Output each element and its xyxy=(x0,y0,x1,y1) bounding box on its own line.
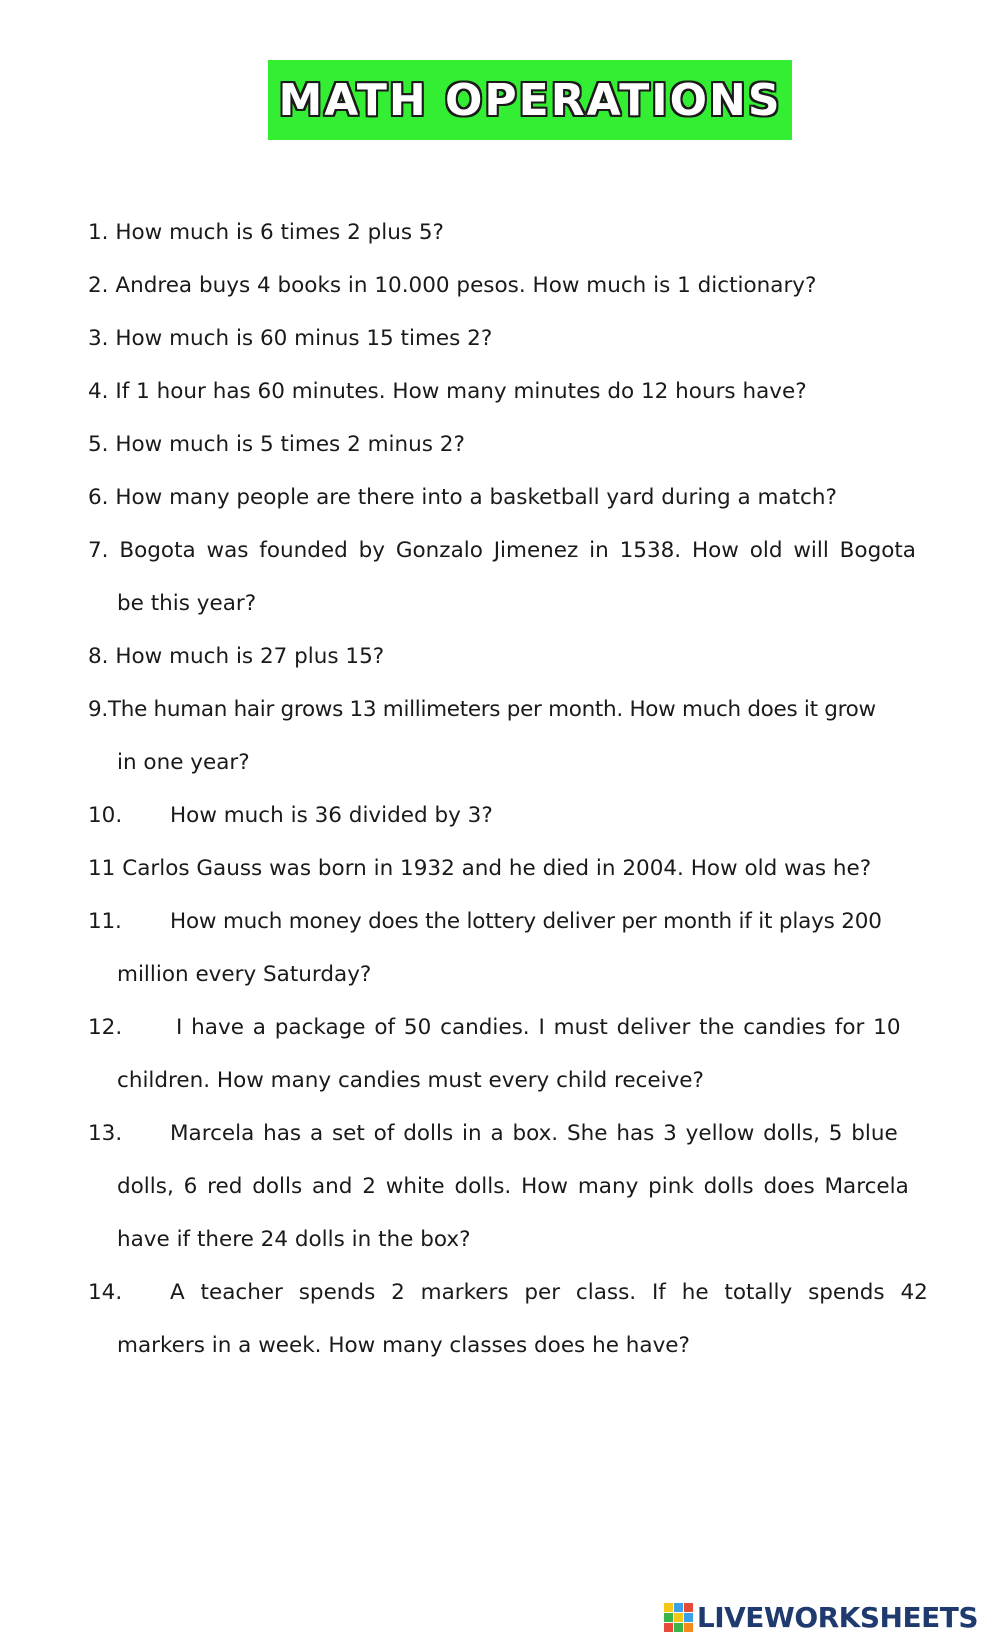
question-2 xyxy=(88,258,933,313)
question-3 xyxy=(88,311,933,366)
question-text: If 1 hour has 60 minutes. How many minutes do 12 hours have? xyxy=(115,379,807,404)
question-10 xyxy=(88,788,933,843)
question-6 xyxy=(88,470,933,525)
liveworksheets-logo xyxy=(664,1597,978,1637)
question-text: Andrea buys 4 books in 10.000 pesos. How much is 1 dictionary? xyxy=(115,273,817,298)
question-number: 3. xyxy=(88,326,109,351)
logo-grid-icon xyxy=(664,1603,693,1632)
question-text: Bogota was founded by Gonzalo Jimenez in 1538. How old will Bogota xyxy=(119,538,916,563)
question-text: How much is 5 times 2 minus 2? xyxy=(115,432,465,457)
question-12-continuation: children. How many candies must every child receive? xyxy=(117,1068,704,1093)
question-text: How much is 6 times 2 plus 5? xyxy=(115,220,444,245)
question-text: How many people are there into a basketball yard during a match? xyxy=(115,485,837,510)
question-text: The human hair grows 13 millimeters per month. How much does it grow xyxy=(107,697,876,722)
question-number: 10. xyxy=(88,803,123,828)
question-7-continuation: be this year? xyxy=(117,591,257,616)
question-9 xyxy=(88,682,933,737)
question-number: 6. xyxy=(88,485,109,510)
question-12 xyxy=(88,1000,933,1055)
question-number: 14. xyxy=(88,1280,123,1305)
question-text: Carlos Gauss was born in 1932 and he died in 2004. How old was he? xyxy=(122,856,872,881)
page-title: MATH OPERATIONS xyxy=(278,74,782,126)
question-text: Marcela has a set of dolls in a box. She has 3 yellow dolls, 5 blue xyxy=(170,1121,898,1146)
logo-text: LIVEWORKSHEETS xyxy=(696,1600,978,1634)
question-9-continuation: in one year? xyxy=(117,750,250,775)
question-number: 9. xyxy=(88,697,108,722)
question-number: 8. xyxy=(88,644,109,669)
question-13-continuation: dolls, 6 red dolls and 2 white dolls. How many pink dolls does Marcela xyxy=(117,1174,909,1199)
question-number: 2. xyxy=(88,273,109,298)
question-4 xyxy=(88,364,933,419)
question-text: A teacher spends 2 markers per class. If he totally spends 42 xyxy=(170,1280,928,1305)
question-14-continuation: markers in a week. How many classes does he have? xyxy=(117,1333,690,1358)
question-11a xyxy=(88,841,933,896)
question-8 xyxy=(88,629,933,684)
question-number: 12. xyxy=(88,1015,123,1040)
question-11b xyxy=(88,894,933,949)
question-13 xyxy=(88,1106,933,1161)
question-text: How much is 27 plus 15? xyxy=(115,644,385,669)
question-5 xyxy=(88,417,933,472)
question-13-continuation-2: have if there 24 dolls in the box? xyxy=(117,1227,471,1252)
question-number: 13. xyxy=(88,1121,123,1146)
question-number: 4. xyxy=(88,379,109,404)
question-number: 7. xyxy=(88,538,109,563)
question-number: 11. xyxy=(88,909,122,934)
title-banner xyxy=(268,60,792,140)
question-11b-continuation: million every Saturday? xyxy=(117,962,372,987)
question-text: I have a package of 50 candies. I must deliver the candies for 10 xyxy=(176,1015,901,1040)
question-1 xyxy=(88,205,933,260)
question-number: 5. xyxy=(88,432,109,457)
question-7 xyxy=(88,523,933,578)
question-number: 1. xyxy=(88,220,109,245)
question-14 xyxy=(88,1265,933,1320)
question-number: 11 xyxy=(88,856,116,881)
question-text: How much is 36 divided by 3? xyxy=(170,803,493,828)
question-text: How much money does the lottery deliver per month if it plays 200 xyxy=(170,909,882,934)
question-text: How much is 60 minus 15 times 2? xyxy=(115,326,493,351)
